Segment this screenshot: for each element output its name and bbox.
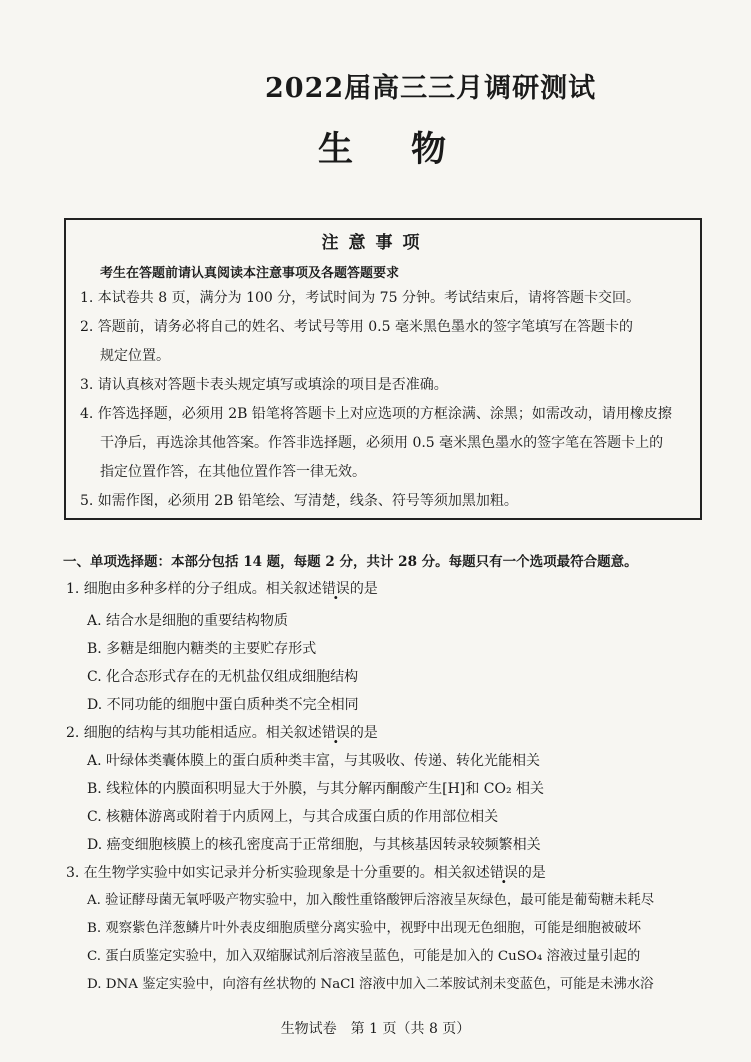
page-footer: 生物试卷 第 1 页（共 8 页） <box>280 1021 471 1037</box>
question-3-emphasis: 错误 <box>489 865 518 881</box>
notice-item-4-cont-1: 干净后，再选涂其他答案。作答非选择题，必须用 0.5 毫米黑色墨水的签字笔在答题卡上的 <box>100 435 664 451</box>
subject-title: 生物 <box>318 129 505 170</box>
notice-item-4-cont-2: 指定位置作答，在其他位置作答一律无效。 <box>100 464 366 480</box>
question-3-option-a: A. 验证酵母菌无氧呼吸产物实验中，加入酸性重铬酸钾后溶液呈灰绿色，最可能是葡萄糖未耗尽 <box>87 893 655 908</box>
question-1-option-b: B. 多糖是细胞内糖类的主要贮存形式 <box>87 641 317 657</box>
notice-heading: 注意事项 <box>321 233 430 253</box>
question-2-emphasis: 错误 <box>321 725 350 741</box>
question-3-stem <box>66 864 546 882</box>
notice-item-3: 3. 请认真核对答题卡表头规定填写或填涂的项目是否准确。 <box>80 377 448 393</box>
exam-title: 2022届高三三月调研测试 <box>265 73 597 104</box>
question-2-option-b: B. 线粒体的内膜面积明显大于外膜，与其分解丙酮酸产生[H]和 CO₂ 相关 <box>87 781 545 797</box>
question-2-option-c: C. 核糖体游离或附着于内质网上，与其合成蛋白质的作用部位相关 <box>87 809 499 825</box>
question-1-option-d: D. 不同功能的细胞中蛋白质种类不完全相同 <box>87 697 359 713</box>
notice-lead: 考生在答题前请认真阅读本注意事项及各题答题要求 <box>100 266 400 281</box>
question-1-emphasis: 错误 <box>321 581 350 597</box>
question-3-stem-pre: 3. 在生物学实验中如实记录并分析实验现象是十分重要的。相关叙述 <box>66 865 490 881</box>
question-3-option-d: D. DNA 鉴定实验中，向溶有丝状物的 NaCl 溶液中加入二苯胺试剂未变蓝色，可能是未沸水浴 <box>87 977 654 992</box>
question-1-option-c: C. 化合态形式存在的无机盐仅组成细胞结构 <box>87 669 359 685</box>
question-1-option-a: A. 结合水是细胞的重要结构物质 <box>87 613 289 629</box>
question-2-option-a: A. 叶绿体类囊体膜上的蛋白质种类丰富，与其吸收、传递、转化光能相关 <box>87 753 541 769</box>
question-3-option-b: B. 观察紫色洋葱鳞片叶外表皮细胞质壁分离实验中，视野中出现无色细胞，可能是细胞被破坏 <box>87 921 641 936</box>
question-2-stem-post: 的是 <box>349 725 378 741</box>
question-2-option-d: D. 癌变细胞核膜上的核孔密度高于正常细胞，与其核基因转录较频繁相关 <box>87 837 541 853</box>
question-3-option-c: C. 蛋白质鉴定实验中，加入双缩脲试剂后溶液呈蓝色，可能是加入的 CuSO₄ 溶液过量引起的 <box>87 949 641 964</box>
notice-item-5: 5. 如需作图，必须用 2B 铅笔绘、写清楚，线条、符号等须加黑加粗。 <box>80 493 518 509</box>
notice-item-1: 1. 本试卷共 8 页，满分为 100 分，考试时间为 75 分钟。考试结束后，请将答题卡交回。 <box>80 290 640 306</box>
question-1-stem-pre: 1. 细胞由多种多样的分子组成。相关叙述 <box>66 581 322 597</box>
notice-item-2-cont: 规定位置。 <box>100 348 170 364</box>
question-2-stem-pre: 2. 细胞的结构与其功能相适应。相关叙述 <box>66 725 322 741</box>
section-heading: 一、单项选择题：本部分包括 14 题，每题 2 分，共计 28 分。每题只有一个选项最符合题意。 <box>63 554 638 570</box>
question-1-stem-post: 的是 <box>349 581 378 597</box>
question-2-stem <box>66 724 378 742</box>
notice-item-2: 2. 答题前，请务必将自己的姓名、考试号等用 0.5 毫米黑色墨水的签字笔填写在答题卡的 <box>80 319 633 335</box>
question-1-stem <box>66 580 378 598</box>
question-3-stem-post: 的是 <box>517 865 546 881</box>
notice-item-4: 4. 作答选择题，必须用 2B 铅笔将答题卡上对应选项的方框涂满、涂黑；如需改动，请用橡皮擦 <box>80 406 672 422</box>
